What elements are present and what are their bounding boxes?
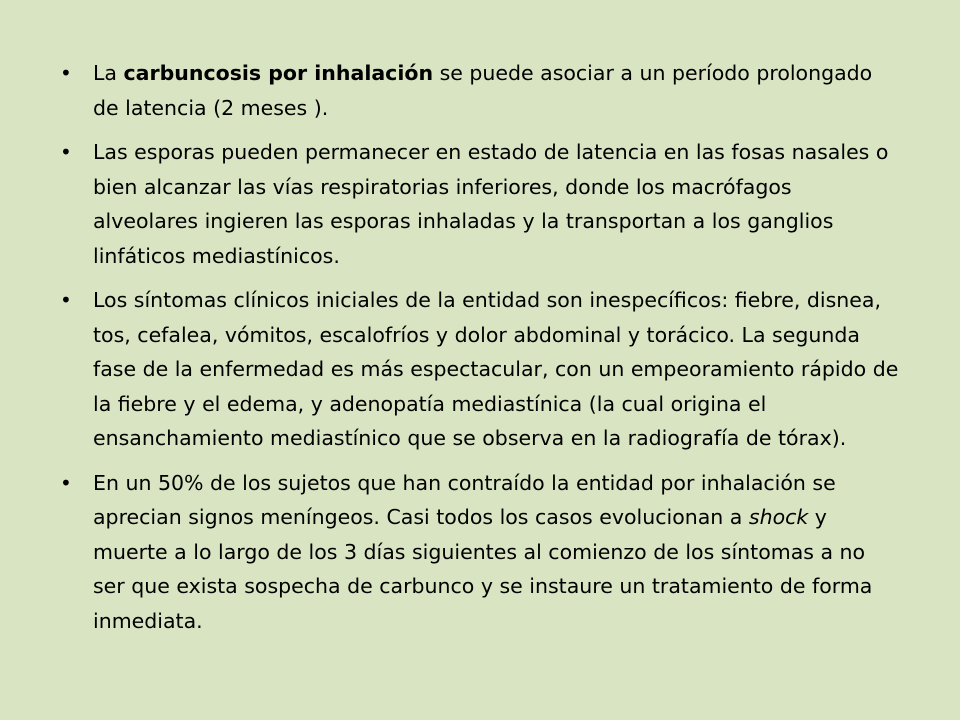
bullet-3-text: Los síntomas clínicos iniciales de la entidad son inespecíficos: fiebre, disnea, tos, cefalea, vómitos, escalofríos y dolor abdominal y torácico. La segunda fase de la enfermedad es más espectacular, con un empeoramiento rápido de la fiebre y el edema, y adenopatía mediastínica (la cual origina el ensanchamiento mediastínico que se observa en la radiografía de tórax).	[93, 288, 899, 450]
bullet-list	[55, 56, 900, 638]
bullet-item-2	[55, 135, 900, 273]
bullet-marker: •	[60, 61, 72, 85]
bullet-item-1	[55, 56, 900, 125]
bullet-item-4	[55, 466, 900, 639]
bullet-4-text-start: En un 50% de los sujetos que han contraído la entidad por inhalación se aprecian signos meníngeos. Casi todos los casos evolucionan a	[93, 470, 836, 529]
bullet-1-bold-term: carbuncosis por inhalación	[123, 61, 434, 85]
bullet-4-italic-term: shock	[748, 505, 809, 529]
bullet-item-3	[55, 283, 900, 456]
bullet-4-text-end: y muerte a lo largo de los 3 días siguientes al comienzo de los síntomas a no ser que exista sospecha de carbunco y se instaure un tratamiento de forma inmediata.	[93, 505, 873, 633]
bullet-marker: •	[60, 140, 72, 164]
bullet-2-text: Las esporas pueden permanecer en estado de latencia en las fosas nasales o bien alcanzar las vías respiratorias inferiores, donde los macrófagos alveolares ingieren las esporas inhaladas y la transportan a los ganglios linfáticos mediastínicos.	[93, 140, 889, 268]
bullet-1-text-end: se puede asociar a un período prolongado de latencia (2 meses ).	[93, 61, 873, 120]
bullet-1-text-start: La	[93, 61, 124, 85]
bullet-marker: •	[60, 288, 72, 312]
bullet-marker: •	[60, 470, 72, 495]
